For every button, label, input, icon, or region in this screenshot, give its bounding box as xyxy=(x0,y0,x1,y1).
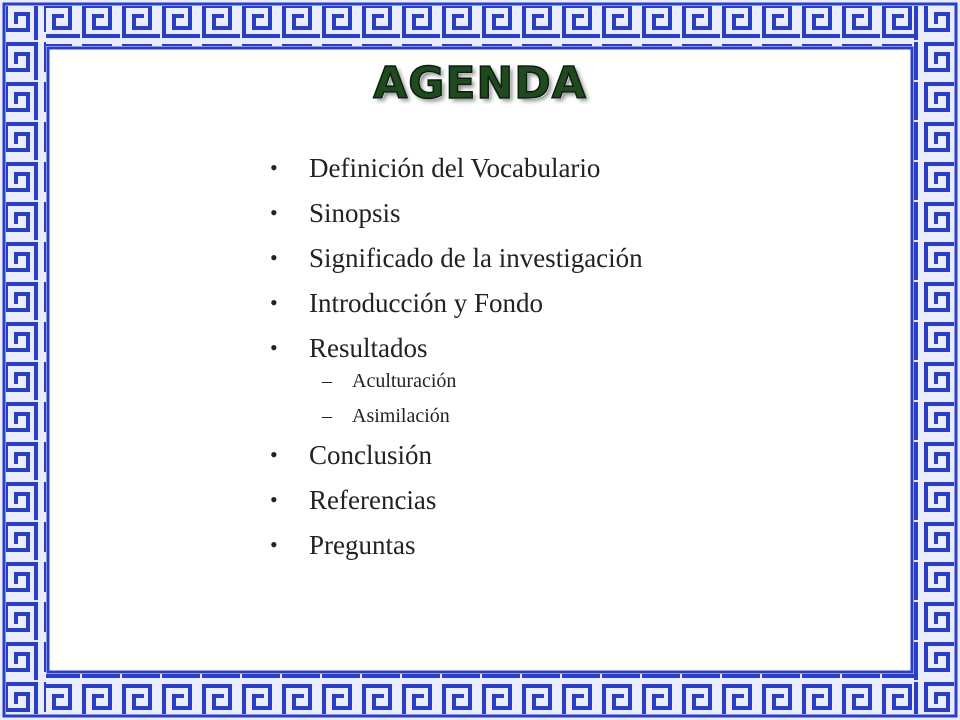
agenda-item xyxy=(270,439,830,471)
dash-icon: – xyxy=(322,370,332,392)
slide-title xyxy=(0,58,960,109)
agenda-subitem-label: Aculturación xyxy=(352,370,457,392)
agenda-item-label: Sinopsis xyxy=(309,198,401,228)
bullet-icon: • xyxy=(270,442,278,467)
agenda-subitem-label: Asimilación xyxy=(352,405,450,427)
slide-title-text: AGENDA xyxy=(373,58,587,109)
agenda-subitem xyxy=(270,404,830,428)
bullet-icon: • xyxy=(270,335,278,360)
bullet-icon: • xyxy=(270,290,278,315)
agenda-list xyxy=(270,152,830,574)
bullet-icon: • xyxy=(270,200,278,225)
agenda-item xyxy=(270,529,830,561)
agenda-item-label: Definición del Vocabulario xyxy=(309,153,601,183)
agenda-item xyxy=(270,484,830,516)
bullet-icon: • xyxy=(270,532,278,557)
agenda-item-label: Introducción y Fondo xyxy=(309,288,543,318)
agenda-item-label: Significado de la investigación xyxy=(309,243,643,273)
bullet-icon: • xyxy=(270,487,278,512)
agenda-item-label: Conclusión xyxy=(309,440,433,470)
bullet-icon: • xyxy=(270,245,278,270)
agenda-item-label: Resultados xyxy=(309,333,428,363)
agenda-item xyxy=(270,287,830,319)
agenda-subitem xyxy=(270,369,830,393)
bullet-icon: • xyxy=(270,155,278,180)
agenda-item-label: Preguntas xyxy=(309,530,416,560)
dash-icon: – xyxy=(322,405,332,427)
agenda-item-label: Referencias xyxy=(309,485,437,515)
agenda-item xyxy=(270,242,830,274)
agenda-item xyxy=(270,197,830,229)
agenda-item xyxy=(270,332,830,364)
agenda-item xyxy=(270,152,830,184)
